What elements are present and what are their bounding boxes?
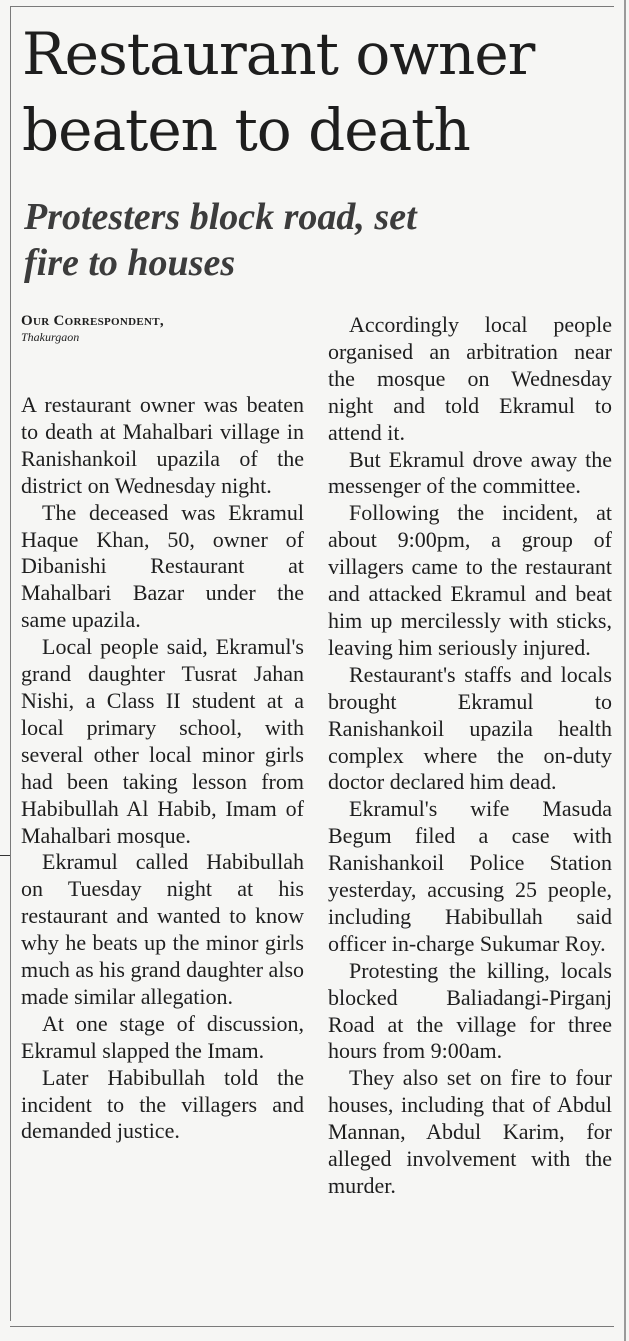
headline <box>22 16 622 168</box>
byline <box>21 312 304 344</box>
page-edge <box>624 0 626 1341</box>
article-column-right <box>328 312 612 1200</box>
article-paragraph: Following the incident, at about 9:00pm, a group of villagers came to the restaurant and attacked Ekramul and beat him up mercilessly with sticks, leaving him seriously injured. <box>328 500 612 660</box>
article-paragraph: The deceased was Ekramul Haque Khan, 50, owner of Dibanishi Restaurant at Mahalbari Bazar under the same upazila. <box>21 499 304 633</box>
margin-tick <box>0 855 10 856</box>
left-column-rule <box>10 6 11 1321</box>
article-paragraph: But Ekramul drove away the messenger of the committee. <box>328 446 612 499</box>
bottom-rule <box>10 1326 614 1327</box>
subheadline-line-1: Protesters block road, set <box>24 196 417 238</box>
article-paragraph: Later Habibullah told the incident to the villagers and demanded justice. <box>21 1064 304 1144</box>
headline-line-2: beaten to death <box>22 96 470 164</box>
byline-name: Our Correspondent, <box>21 313 164 329</box>
article-paragraph: Ekramul's wife Masuda Begum filed a case with Ranishankoil Police Station yesterday, accusing 25 people, including Habibullah said officer in-charge Sukumar Roy. <box>328 796 612 956</box>
article-paragraph: Local people said, Ekramul's grand daughter Tusrat Jahan Nishi, a Class II student at a local primary school, with several other local minor girls had been taking lesson from Habibullah Al Habib, Imam of Mahalbari mosque. <box>21 634 304 848</box>
subheadline-line-2: fire to houses <box>24 242 236 284</box>
article-paragraph: A restaurant owner was beaten to death at Mahalbari village in Ranishankoil upazila of the district on Wednesday night. <box>21 392 304 498</box>
subheadline <box>24 194 624 286</box>
article-paragraph: They also set on fire to four houses, including that of Abdul Mannan, Abdul Karim, for alleged involvement with the murder. <box>328 1065 612 1198</box>
headline-line-1: Restaurant owner <box>22 20 535 88</box>
article-paragraph: Restaurant's staffs and locals brought Ekramul to Ranishankoil upazila health complex where the on-duty doctor declared him dead. <box>328 661 612 795</box>
byline-place: Thakurgaon <box>21 330 80 344</box>
article-paragraph: At one stage of discussion, Ekramul slapped the Imam. <box>21 1010 304 1063</box>
article-column-left <box>21 312 304 1145</box>
article-paragraph: Accordingly local people organised an arbitration near the mosque on Wednesday night and told Ekramul to attend it. <box>328 312 612 445</box>
article-paragraph: Ekramul called Habibullah on Tuesday night at his restaurant and wanted to know why he beats up the minor girls much as his grand daughter also made similar allegation. <box>21 849 304 1009</box>
article-paragraph: Protesting the killing, locals blocked Baliadangi-Pirganj Road at the village for three hours from 9:00am. <box>328 957 612 1064</box>
top-rule <box>10 6 614 7</box>
